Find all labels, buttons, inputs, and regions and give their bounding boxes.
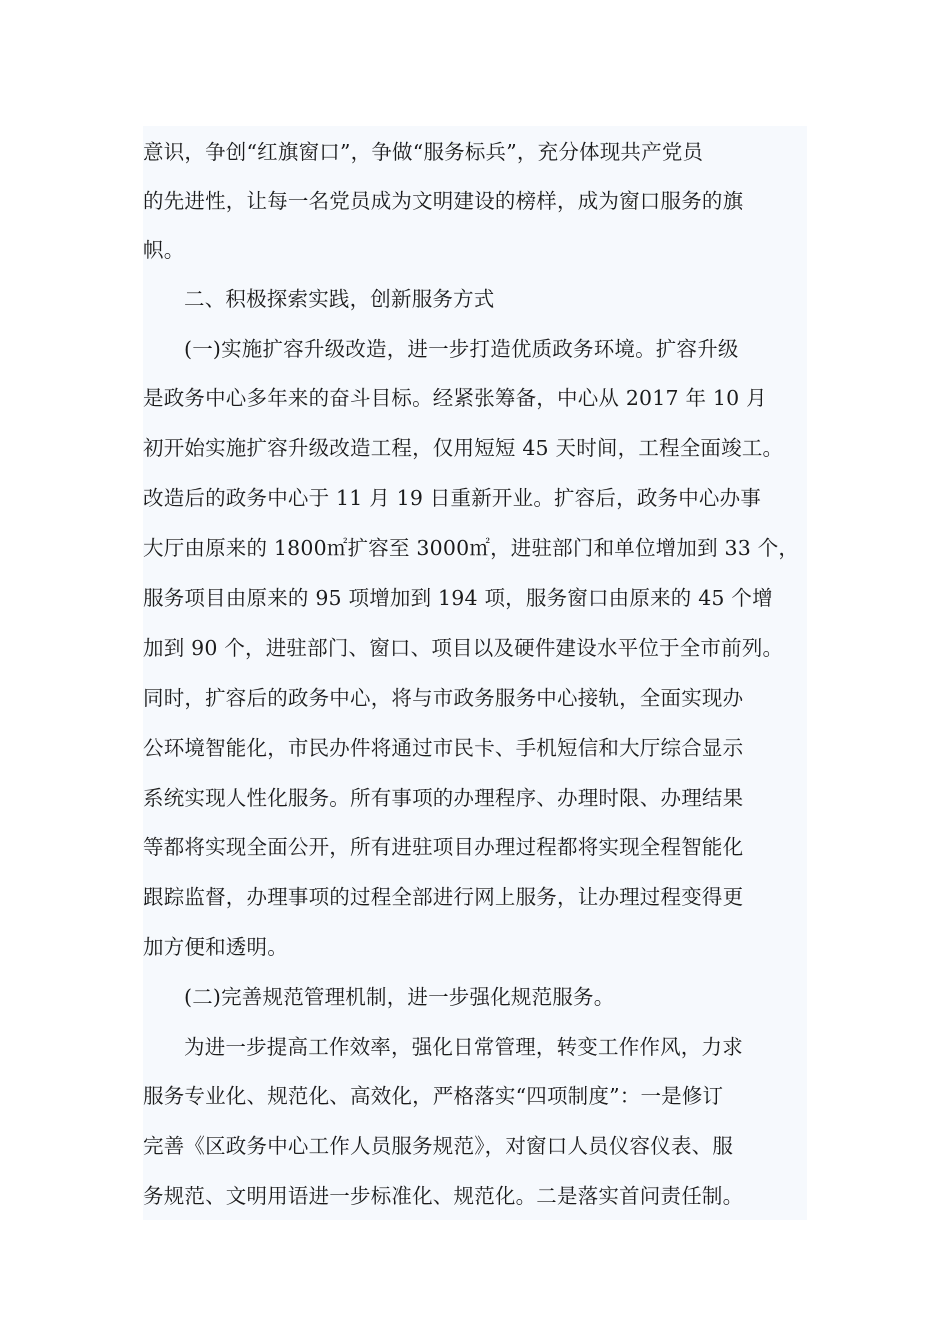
paragraph-line: 帜。: [143, 238, 185, 262]
paragraph-line: 加方便和透明。: [143, 935, 288, 959]
paragraph-line: 是政务中心多年来的奋斗目标。经紧张筹备，中心从 2017 年 10 月: [143, 386, 767, 410]
paragraph-line: 同时，扩容后的政务中心，将与市政务服务中心接轨，全面实现办: [143, 686, 744, 710]
paragraph-line: 的先进性，让每一名党员成为文明建设的榜样，成为窗口服务的旗: [143, 189, 744, 213]
paragraph-line: 初开始实施扩容升级改造工程，仅用短短 45 天时间，工程全面竣工。: [143, 436, 784, 460]
paragraph-line: 服务项目由原来的 95 项增加到 194 项，服务窗口由原来的 45 个增: [143, 586, 773, 610]
paragraph-line: 改造后的政务中心于 11 月 19 日重新开业。扩容后，政务中心办事: [143, 486, 762, 510]
paragraph-line: 大厅由原来的 1800㎡扩容至 3000㎡，进驻部门和单位增加到 33 个，: [143, 536, 800, 560]
paragraph-line: 完善《区政务中心工作人员服务规范》，对窗口人员仪容仪表、服: [143, 1134, 734, 1158]
paragraph-line: 意识，争创“红旗窗口”，争做“服务标兵”，充分体现共产党员: [143, 140, 704, 164]
subsection-heading: (一)实施扩容升级改造，进一步打造优质政务环境。扩容升级: [184, 337, 739, 361]
text-block: [143, 126, 807, 1220]
paragraph-line: 公环境智能化，市民办件将通过市民卡、手机短信和大厅综合显示: [143, 736, 744, 760]
paragraph-line: 服务专业化、规范化、高效化，严格落实“四项制度”：一是修订: [143, 1084, 724, 1108]
paragraph-line: 等都将实现全面公开，所有进驻项目办理过程都将实现全程智能化: [143, 835, 744, 859]
subsection-heading: (二)完善规范管理机制，进一步强化规范服务。: [184, 985, 615, 1009]
section-heading: 二、积极探索实践，创新服务方式: [184, 287, 495, 311]
paragraph-line: 跟踪监督，办理事项的过程全部进行网上服务，让办理过程变得更: [143, 885, 744, 909]
paragraph-line: 系统实现人性化服务。所有事项的办理程序、办理时限、办理结果: [143, 786, 744, 810]
paragraph-line: 为进一步提高工作效率，强化日常管理，转变工作作风，力求: [184, 1035, 743, 1059]
paragraph-line: 加到 90 个，进驻部门、窗口、项目以及硬件建设水平位于全市前列。: [143, 636, 784, 660]
paragraph-line: 务规范、文明用语进一步标准化、规范化。二是落实首问责任制。: [143, 1184, 744, 1208]
